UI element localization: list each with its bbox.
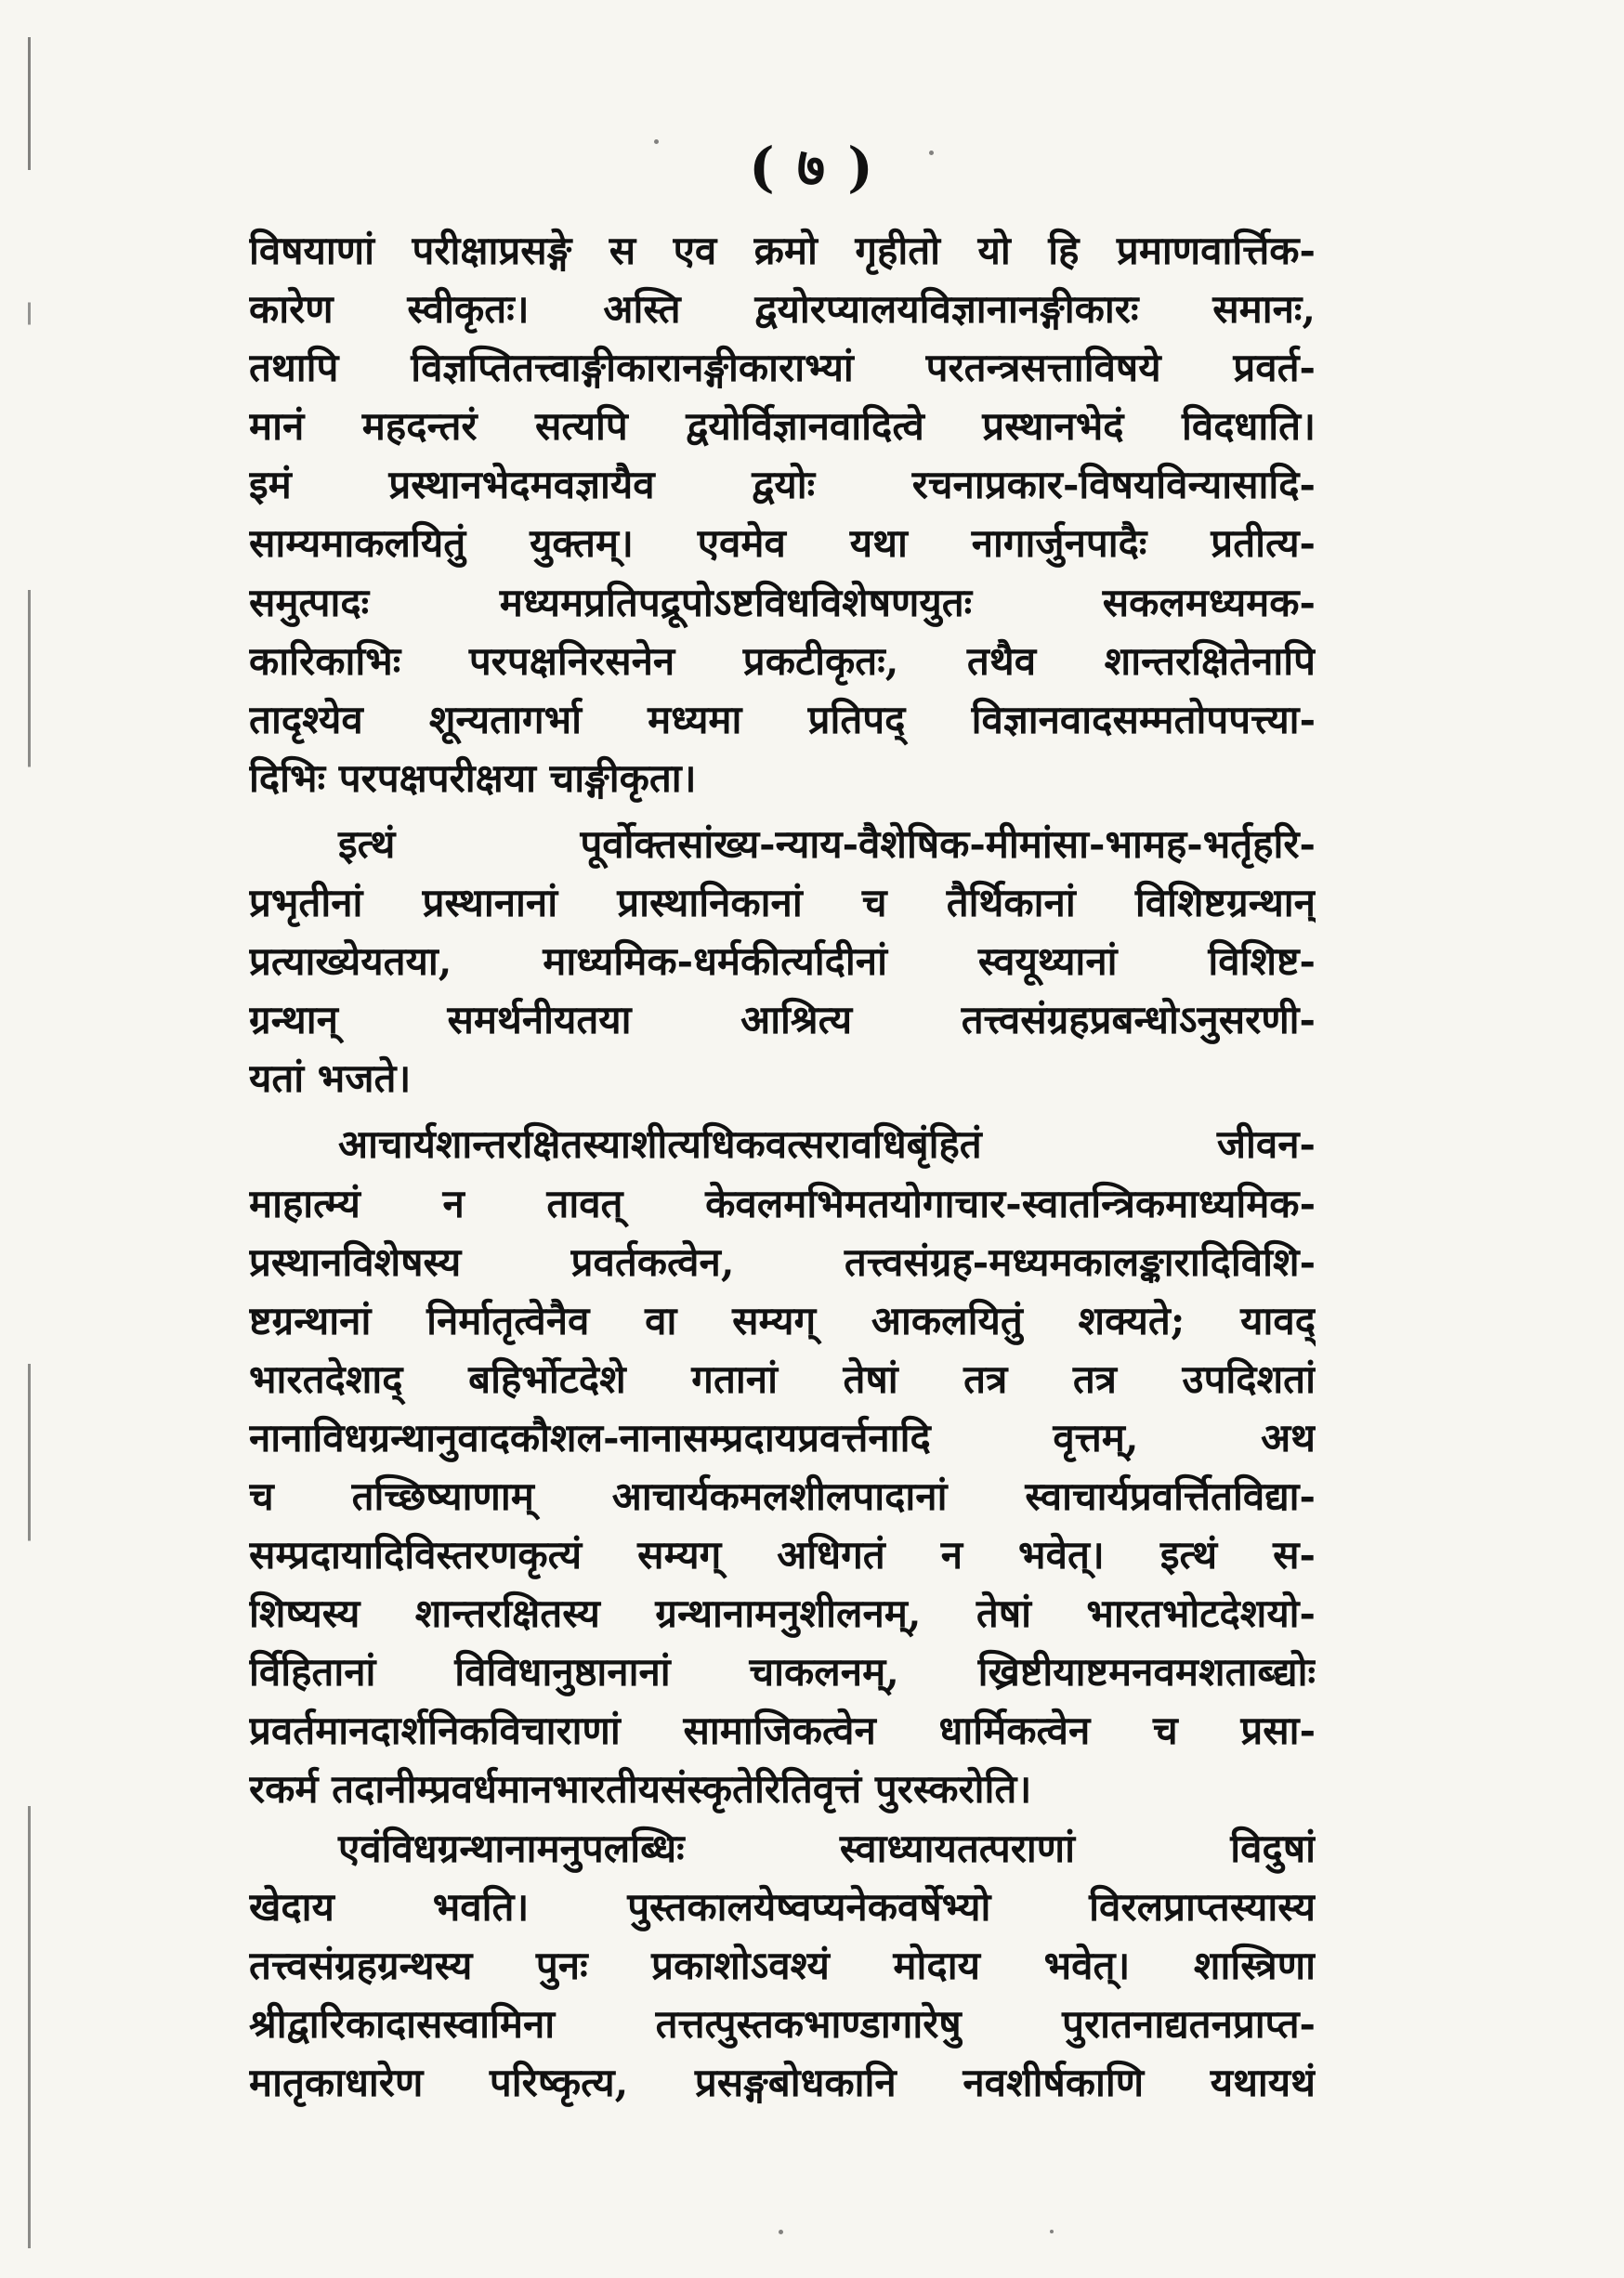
- text-line: साम्यमाकलयितुं युक्तम्। एवमेव यथा नागार्जुनपादैः प्रतीत्य-: [249, 520, 1316, 567]
- paragraph-3: [249, 1115, 1316, 1818]
- text-line: मातृकाधारेण परिष्कृत्य, प्रसङ्गबोधकानि नवशीर्षकाणि यथायथं: [249, 2059, 1316, 2105]
- text-line: विषयाणां परीक्षाप्रसङ्गे स एव क्रमो गृहीतो यो हि प्रमाणवार्त्तिक-: [249, 228, 1316, 273]
- text-line: यतां भजते।: [249, 1055, 412, 1102]
- text-line: इत्थं पूर्वोक्तसांख्य-न्याय-वैशेषिक-मीमांसा-भामह-भर्तृहरि-: [338, 820, 1316, 867]
- text-line: च तच्छिष्याणाम् आचार्यकमलशीलपादानां स्वाचार्यप्रवर्त्तितविद्या-: [249, 1473, 1316, 1519]
- text-line: सम्प्रदायादिविस्तरणकृत्यं सम्यग् अधिगतं न भवेत्। इत्थं स-: [249, 1532, 1316, 1578]
- scan-edge-shadow: [28, 37, 31, 2248]
- paragraph-1: [249, 221, 1316, 807]
- text-line: शिष्यस्य शान्तरक्षितस्य ग्रन्थानामनुशीलनम्, तेषां भारतभोटदेशयो-: [249, 1591, 1316, 1637]
- text-line: आचार्यशान्तरक्षितस्याशीत्यधिकवत्सरावधिबृंहितं जीवन-: [338, 1121, 1316, 1168]
- text-line: श्रीद्वारिकादासस्वामिना तत्तत्पुस्तकभाण्डागारेषु पुरातनाद्यतनप्राप्त-: [249, 2000, 1316, 2047]
- text-line: तथापि विज्ञप्तितत्त्वाङ्गीकारानङ्गीकाराभ्यां परतन्त्रसत्ताविषये प्रवर्त-: [249, 345, 1316, 391]
- text-line: ष्टग्रन्थानां निर्मातृत्वेनैव वा सम्यग् आकलयितुं शक्यते; यावद्: [249, 1297, 1316, 1343]
- text-line: समुत्पादः मध्यमप्रतिपद्रूपोऽष्टविधविशेषणयुतः सकलमध्यमक-: [249, 579, 1316, 625]
- text-line: माहात्म्यं न तावत् केवलमभिमतयोगाचार-स्वातन्त्रिकमाध्यमिक-: [249, 1180, 1316, 1226]
- text-line: प्रत्याख्येयतया, माध्यमिक-धर्मकीर्त्यादीनां स्वयूथ्यानां विशिष्ट-: [249, 938, 1316, 985]
- text-line: तादृश्येव शून्यतागर्भा मध्यमा प्रतिपद् विज्ञानवादसम्मतोपपत्त्या-: [249, 696, 1316, 742]
- paragraph-4: [249, 1819, 1316, 2112]
- text-line: तत्त्वसंग्रहग्रन्थस्य पुनः प्रकाशोऽवश्यं मोदाय भवेत्। शास्त्रिणा: [249, 1942, 1316, 1988]
- text-line: ग्रन्थान् समर्थनीयतया आश्रित्य तत्त्वसंग्रहप्रबन्धोऽनुसरणी-: [249, 997, 1316, 1043]
- text-line: प्रभृतीनां प्रस्थानानां प्रास्थानिकानां च तैर्थिकानां विशिष्टग्रन्थान्: [249, 880, 1316, 926]
- scan-speck: [1050, 2230, 1054, 2233]
- body-text: [249, 221, 1316, 2112]
- text-line: रकर्म तदानीम्प्रवर्धमानभारतीयसंस्कृतेरितिवृत्तं पुरस्करोति।: [249, 1766, 1032, 1813]
- text-line: प्रस्थानविशेषस्य प्रवर्तकत्वेन, तत्त्वसंग्रह-मध्यमकालङ्कारादिविशि-: [249, 1238, 1316, 1285]
- page-number: ( ७ ): [749, 136, 875, 199]
- text-line: एवंविधग्रन्थानामनुपलब्धिः स्वाध्यायतत्पराणां विदुषां: [338, 1825, 1316, 1871]
- text-line: र्विहितानां विविधानुष्ठानानां चाकलनम्, ख्रिष्टीयाष्टमनवमशताब्द्योः: [249, 1649, 1316, 1695]
- paragraph-2: [249, 815, 1316, 1107]
- scan-speck: [929, 151, 934, 155]
- text-line: मानं महदन्तरं सत्यपि द्वयोर्विज्ञानवादित्वे प्रस्थानभेदं विदधाति।: [249, 403, 1316, 450]
- text-line: दिभिः परपक्षपरीक्षया चाङ्गीकृता।: [249, 754, 697, 801]
- text-line: भारतदेशाद् बहिर्भोटदेशे गतानां तेषां तत्र तत्र उपदिशतां: [249, 1355, 1316, 1402]
- scan-speck: [654, 139, 659, 144]
- text-line: प्रवर्तमानदार्शनिकविचाराणां सामाजिकत्वेन धार्मिकत्वेन च प्रसा-: [249, 1708, 1316, 1754]
- text-line: नानाविधग्रन्थानुवादकौशल-नानासम्प्रदायप्रवर्त्तनादि वृत्तम्, अथ: [249, 1414, 1316, 1460]
- text-line: कारिकाभिः परपक्षनिरसनेन प्रकटीकृतः, तथैव शान्तरक्षितेनापि: [249, 637, 1316, 684]
- text-line: कारेण स्वीकृतः। अस्ति द्वयोरप्यालयविज्ञानानङ्गीकारः समानः,: [249, 286, 1316, 333]
- text-line: इमं प्रस्थानभेदमवज्ञायैव द्वयोः रचनाप्रकार-विषयविन्यासादि-: [249, 462, 1316, 508]
- scan-speck: [779, 2230, 783, 2234]
- text-line: खेदाय भवति। पुस्तकालयेष्वप्यनेकवर्षेभ्यो विरलप्राप्तस्यास्य: [249, 1883, 1316, 1930]
